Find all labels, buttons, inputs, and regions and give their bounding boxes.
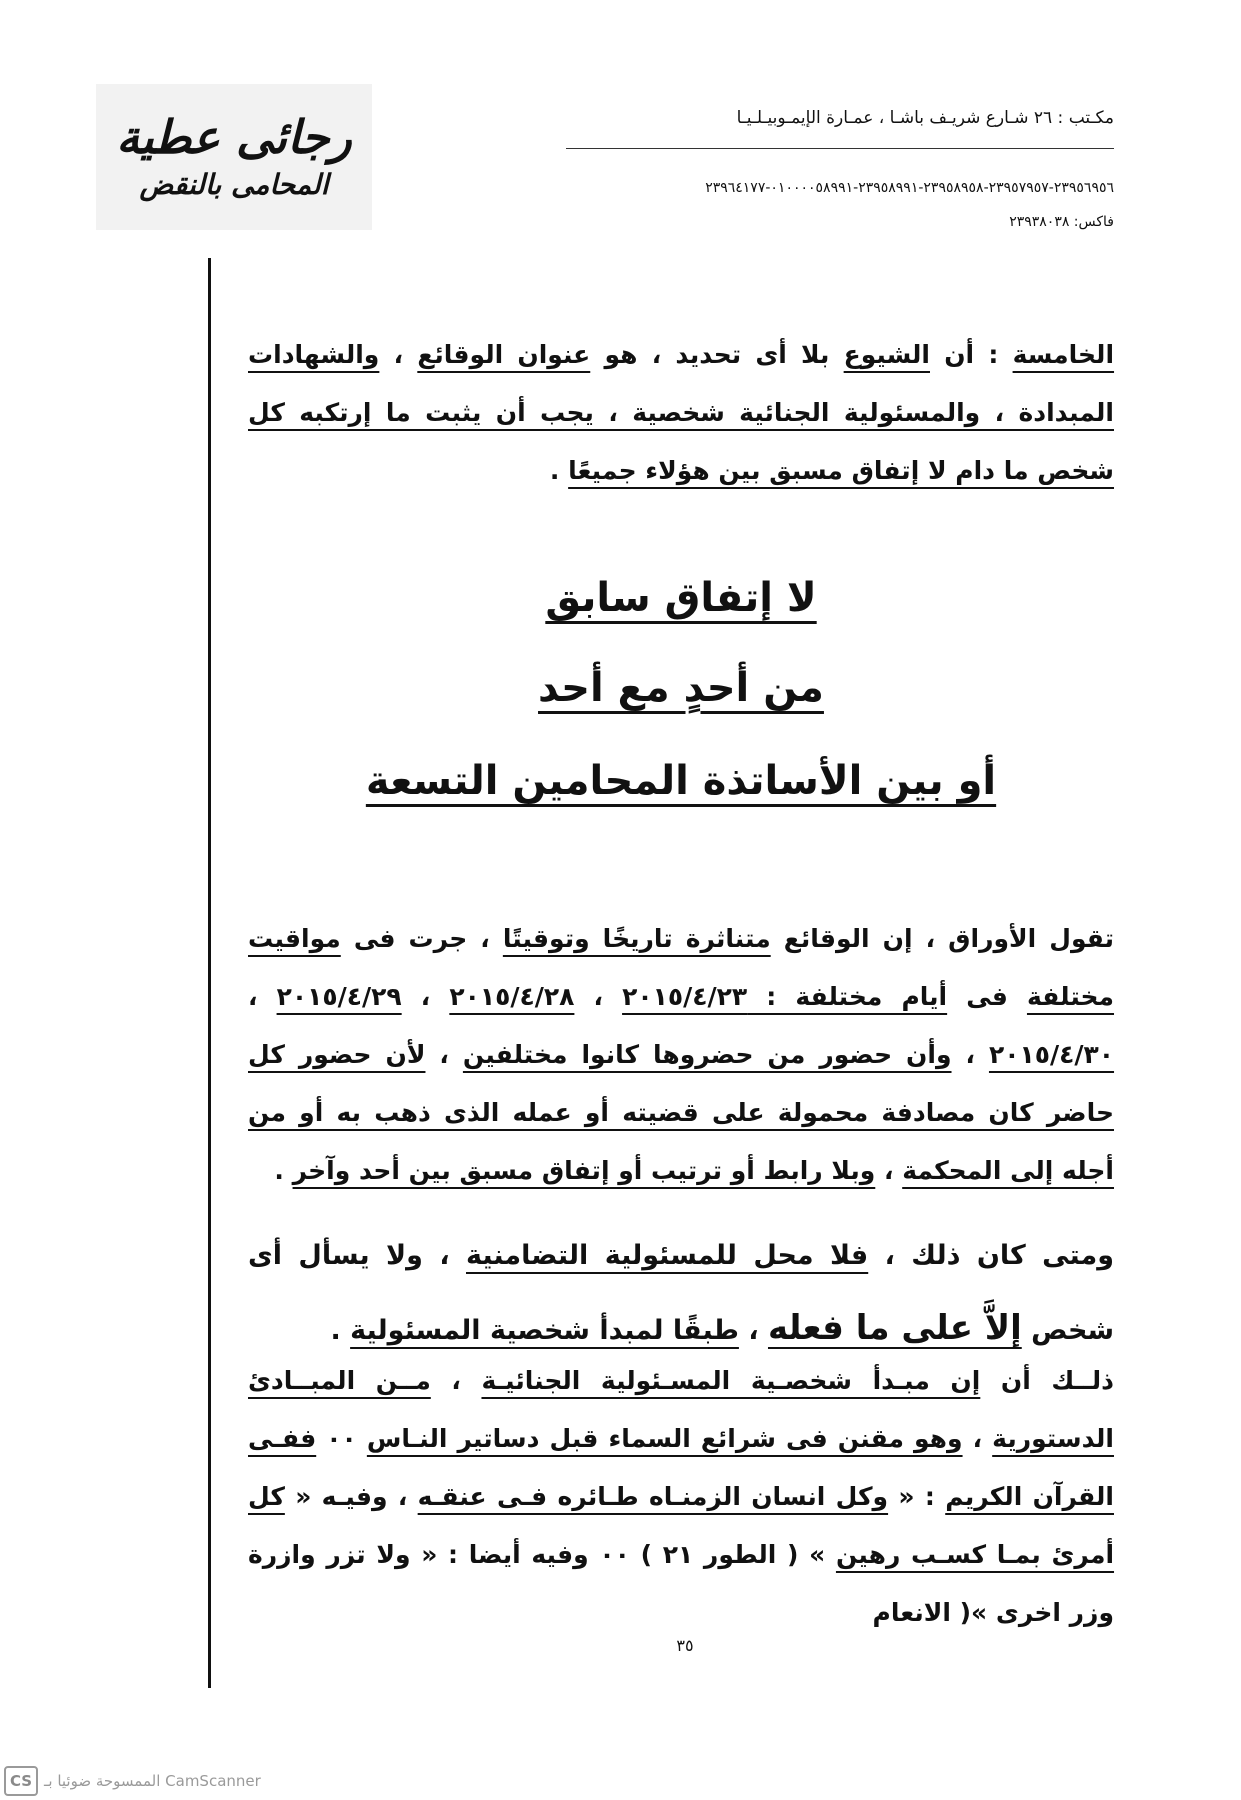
text-run: » ( الطور ٢١ ) ٠٠ وفيه أيضا : « ولا تزر وازرة وزر اخرى »( الانعام <box>248 1540 1114 1627</box>
text-run: ، وفيـه « <box>284 1482 418 1511</box>
text-run: : أن <box>930 340 1013 369</box>
text-run: : « <box>888 1482 946 1511</box>
page-number: ٣٥ <box>676 1636 694 1655</box>
text-run: وبلا رابط أو ترتيب أو إتفاق مسبق بين أحد وآخر <box>292 1156 876 1185</box>
text-run: . <box>549 456 569 485</box>
headline-text: لا إتفاق سابق <box>545 575 817 621</box>
header-rule <box>566 148 1114 149</box>
text-run: ، <box>962 1424 993 1453</box>
text-run: . <box>274 1156 293 1185</box>
text-run: كل أمرئ بمـا كسـب رهين <box>248 1482 1115 1569</box>
text-run: الشيوع <box>843 340 930 369</box>
headline-line-3 <box>248 758 1114 804</box>
text-run: ٠٠ <box>316 1424 367 1453</box>
paragraph-when <box>248 1220 1114 1367</box>
camscanner-watermark <box>4 1766 261 1796</box>
text-run: وأن حضور من حضروها كانوا مختلفين <box>462 1040 952 1069</box>
logo-subtitle: المحامى بالنقض <box>139 168 329 201</box>
text-run: ٢٠١٥/٤/٣٠ <box>988 1040 1115 1069</box>
margin-rule <box>208 258 211 1688</box>
text-run: ، <box>379 340 418 369</box>
fax-number: فاكس: ٢٣٩٣٨٠٣٨ <box>1009 214 1114 230</box>
text-run: إن مبـدأ شخصـية المسـئولية الجنائيـة <box>481 1366 981 1395</box>
text-run: والشهادات المبدادة ، والمسئولية الجنائية شخصية ، يجب أن يثبت ما إرتكبه كل شخص ما دام لا إتفاق مسبق بين هؤلاء جميعًا <box>248 340 1114 485</box>
office-address: مكـتب : ٢٦ شـارع شريـف باشـا ، عمـارة الإيمـوبيـلـيـا <box>736 108 1114 128</box>
headline-text: من أحدٍ مع أحد <box>538 665 824 711</box>
text-run: . <box>330 1315 351 1346</box>
text-run: مــن المبــادئ الدستورية <box>248 1366 1114 1453</box>
camscanner-text: الممسوحة ضوئيا بـ CamScanner <box>44 1772 261 1790</box>
lawyer-logo <box>96 84 372 230</box>
text-run: ، <box>425 1040 463 1069</box>
paragraph-papers <box>248 910 1114 1200</box>
text-run: عنوان الوقائع <box>417 340 591 369</box>
text-run: ففـى القرآن الكريم <box>248 1424 1114 1511</box>
headline-line-2 <box>248 665 1114 711</box>
text-run: ٢٠١٥/٤/٢٨ <box>449 982 575 1011</box>
section-fifth <box>248 326 1114 500</box>
text-run: ومتى كان ذلك ، <box>868 1240 1114 1271</box>
section-label: الخامسة <box>1012 340 1115 369</box>
logo-name: رجائى عطية <box>116 110 352 164</box>
text-run: ، <box>574 982 623 1011</box>
text-run: مواقيت مختلفة <box>248 924 1115 1011</box>
text-run: طبقًا لمبدأ شخصية المسئولية <box>350 1315 739 1346</box>
text-run: ، جرت فى <box>340 924 503 953</box>
text-run: إلاَّ على ما فعله <box>767 1308 1022 1348</box>
text-run: ، <box>430 1366 482 1395</box>
phone-numbers: ٢٣٩٥٦٩٥٦-٢٣٩٥٧٩٥٧-٢٣٩٥٨٩٥٨-٢٣٩٥٨٩٩١-٠١٠٠٠٠٥٨٩٩١-٢٣٩٦٤١٧٧ <box>705 180 1114 196</box>
text-run: أيام مختلفة : ٢٠١٥/٤/٢٣ <box>622 982 948 1011</box>
paragraph-that <box>248 1352 1114 1642</box>
camscanner-icon: CS <box>4 1766 38 1796</box>
text-run: تقول الأوراق ، إن الوقائع <box>770 924 1115 953</box>
text-run: ٢٠١٥/٤/٢٩ <box>276 982 402 1011</box>
headline-text: أو بين الأساتذة المحامين التسعة <box>365 758 997 804</box>
text-run: ، <box>738 1315 768 1346</box>
text-run: فى <box>947 982 1027 1011</box>
text-run: بلا أى تحديد ، هو <box>590 340 844 369</box>
text-run: ذلــك أن <box>980 1366 1114 1395</box>
text-run: ، <box>875 1156 903 1185</box>
text-run: فلا محل للمسئولية التضامنية <box>466 1240 869 1271</box>
headline-line-1 <box>248 575 1114 621</box>
text-run: ، <box>951 1040 989 1069</box>
text-run: متناثرة تاريخًا وتوقيتًا <box>502 924 771 953</box>
text-run: ، <box>401 982 450 1011</box>
text-run: ، <box>248 982 277 1011</box>
text-run: وكل انسان الزمنـاه طـائره فـى عنقـه <box>417 1482 889 1511</box>
text-run: لأن حضور كل حاضر كان مصادفة محمولة على قضيته أو عمله الذى ذهب به أو من أجله إلى المحكمة <box>248 1040 1114 1185</box>
text-run: وهو مقنن فى شرائع السماء قبل دساتير النـاس <box>366 1424 963 1453</box>
text-run: ، ولا يسأل أى شخص <box>248 1240 1114 1346</box>
